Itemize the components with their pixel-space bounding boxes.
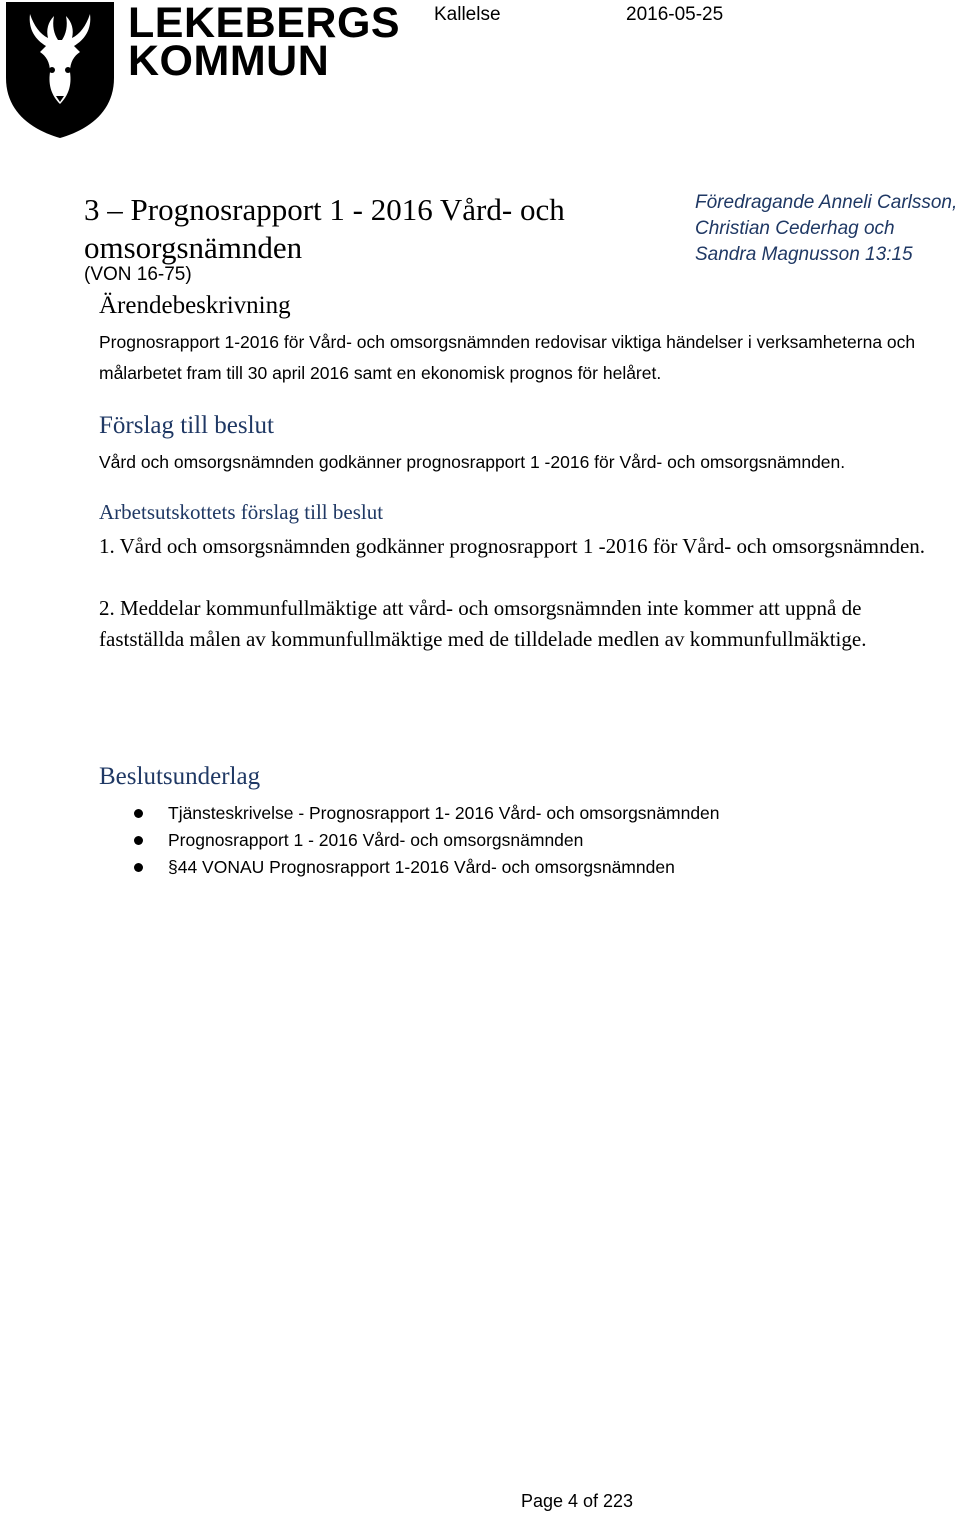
committee-item-1: 1. Vård och omsorgsnämnden godkänner prognosrapport 1 -2016 för Vård- och omsorgsnämnden. bbox=[99, 534, 926, 558]
page-number: Page 4 of 223 bbox=[520, 1491, 634, 1511]
proposal-heading: Förslag till beslut bbox=[99, 412, 274, 439]
description-heading: Ärendebeskrivning bbox=[99, 292, 291, 319]
list-item bbox=[130, 800, 720, 827]
committee-item-2: 2. Meddelar kommunfullmäktige att vård- och omsorgsnämnden inte kommer att uppnå de fastställda målen av kommunfullmäktige med de tilldelade medlen av kommunfullmäktige. bbox=[99, 596, 867, 651]
committee-heading: Arbetsutskottets förslag till beslut bbox=[99, 500, 384, 524]
list-item bbox=[130, 827, 720, 854]
document-date: 2016-05-25 bbox=[626, 4, 724, 25]
bullet-icon bbox=[134, 863, 143, 872]
bullet-icon bbox=[134, 836, 143, 845]
list-item-text: Prognosrapport 1 - 2016 Vård- och omsorgsnämnden bbox=[168, 830, 584, 850]
bullet-icon bbox=[134, 809, 143, 818]
basis-list bbox=[130, 800, 720, 881]
logo-wordmark-line2: KOMMUN bbox=[128, 37, 330, 85]
page-footer bbox=[0, 1491, 960, 1512]
list-item bbox=[130, 854, 720, 881]
coat-of-arms-icon bbox=[0, 0, 120, 140]
municipality-logo bbox=[0, 0, 401, 140]
document-type-label: Kallelse bbox=[434, 4, 501, 25]
logo-wordmark-line1: LEKEBERGS bbox=[128, 0, 401, 47]
description-text: Prognosrapport 1-2016 för Vård- och omsorgsnämnden redovisar viktiga händelser i verksamheterna och målarbetet fram till 30 april 2016 samt en ekonomisk prognos för helåret. bbox=[99, 332, 916, 383]
case-title: 3 – Prognosrapport 1 - 2016 Vård- och omsorgsnämnden bbox=[84, 192, 565, 265]
case-reference: (VON 16-75) bbox=[84, 264, 192, 285]
basis-heading: Beslutsunderlag bbox=[99, 763, 261, 790]
list-item-text: Tjänsteskrivelse - Prognosrapport 1- 2016 Vård- och omsorgsnämnden bbox=[168, 803, 720, 823]
proposal-text: Vård och omsorgsnämnden godkänner prognosrapport 1 -2016 för Vård- och omsorgsnämnden. bbox=[99, 452, 846, 472]
list-item-text: §44 VONAU Prognosrapport 1-2016 Vård- och omsorgsnämnden bbox=[168, 857, 675, 877]
presenter-note: Föredragande Anneli Carlsson, Christian Cederhag och Sandra Magnusson 13:15 bbox=[695, 192, 958, 265]
